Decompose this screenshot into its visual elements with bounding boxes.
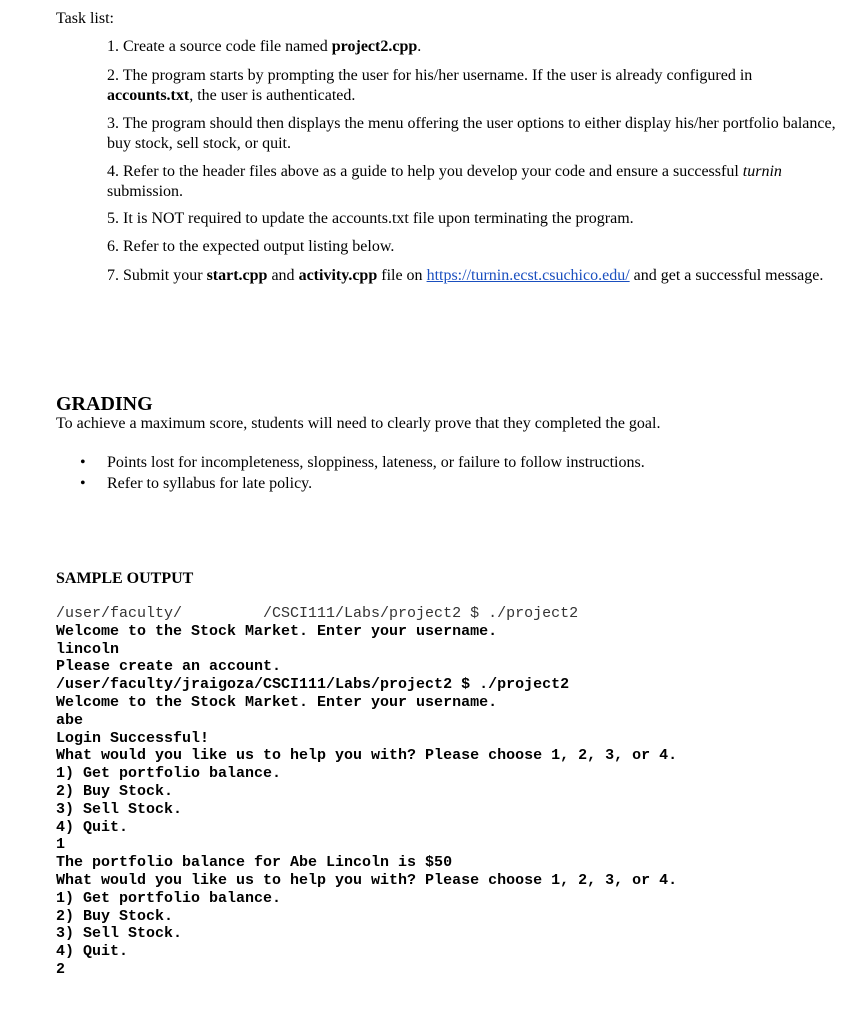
grading-bullet [80,475,312,493]
bullet-icon: • [80,454,86,471]
task-item-2 [107,66,837,106]
bullet-icon: • [80,475,86,492]
bullet-text: Refer to syllabus for late policy. [107,475,313,492]
task-item-7 [107,266,837,286]
console-line: Welcome to the Stock Market. Enter your username. [56,693,498,711]
console-line: 3) Sell Stock. [56,800,183,818]
task-list-heading: Task list: [56,10,114,27]
task-text: The program starts by prompting the user for his/her username. If the user is already configured in [122,67,753,84]
console-line: 4) Quit. [56,943,129,961]
console-line: What would you like us to help you with? Please choose 1, 2, 3, or 4. [56,871,678,889]
console-line: /user/faculty/ /CSCI111/Labs/project2 $ ./project2 [56,605,579,622]
task-filename: project2.cpp [331,38,418,55]
task-text-end: , the user is authenticated. [189,87,356,104]
task-text: It is NOT required to update the accounts.txt file upon terminating the program. [123,210,634,227]
task-number: 4. [107,163,119,180]
console-line: /user/faculty/jraigoza/CSCI111/Labs/project2 $ ./project2 [56,676,570,694]
bullet-text: Points lost for incompleteness, sloppiness, lateness, or failure to follow instructions. [107,454,645,471]
task-filename: accounts.txt [107,87,190,104]
task-number: 5. [107,210,119,227]
task-text: Create a source code file named [123,38,332,55]
task-item-6 [107,237,837,257]
task-number: 6. [107,238,119,255]
console-line: The portfolio balance for Abe Lincoln is $50 [56,854,453,872]
task-italic-term: turnin [742,163,782,180]
task-number: 3. [107,115,119,132]
task-number: 2. [107,67,119,84]
task-number: 1. [107,38,119,55]
task-text: The program should then displays the menu offering the user options to either display his/her portfolio balance, buy stock, sell stock, or quit. [107,115,836,152]
task-filename-activity: activity.cpp [298,267,378,284]
grading-intro: To achieve a maximum score, students will need to clearly prove that they completed the goal. [56,415,661,432]
console-line: Login Successful! [56,729,210,747]
task-filename-start: start.cpp [206,267,268,284]
console-line: 2) Buy Stock. [56,782,174,800]
console-line: 2 [56,960,66,978]
console-line: 2) Buy Stock. [56,907,174,925]
task-text: Submit your [123,267,207,284]
console-line: 1) Get portfolio balance. [56,765,282,783]
grading-title: GRADING [56,393,153,415]
console-line: 1) Get portfolio balance. [56,889,282,907]
task-text: Refer to the header files above as a guide to help you develop your code and ensure a successful [123,163,743,180]
console-line: lincoln [56,640,120,658]
grading-bullet [80,454,645,472]
turnin-link[interactable]: https://turnin.ecst.csuchico.edu/ [426,267,630,284]
console-line: Please create an account. [56,658,282,676]
task-text: Refer to the expected output listing below. [123,238,395,255]
task-item-3 [107,114,837,154]
console-line: 3) Sell Stock. [56,925,183,943]
console-line: Welcome to the Stock Market. Enter your username. [56,622,498,640]
task-text-end: submission. [107,183,184,200]
task-text-end: and get a successful message. [629,267,824,284]
task-number: 7. [107,267,119,284]
task-item-1 [107,37,837,57]
console-line: 1 [56,836,66,854]
console-line: abe [56,711,84,729]
task-item-4 [107,162,837,202]
task-text-end: . [417,38,422,55]
task-text-mid: file on [377,267,427,284]
task-item-5 [107,209,837,229]
console-line: 4) Quit. [56,818,129,836]
task-text-mid: and [267,267,299,284]
sample-output-console [56,605,846,979]
console-line: What would you like us to help you with? Please choose 1, 2, 3, or 4. [56,747,678,765]
sample-output-title: SAMPLE OUTPUT [56,570,194,587]
